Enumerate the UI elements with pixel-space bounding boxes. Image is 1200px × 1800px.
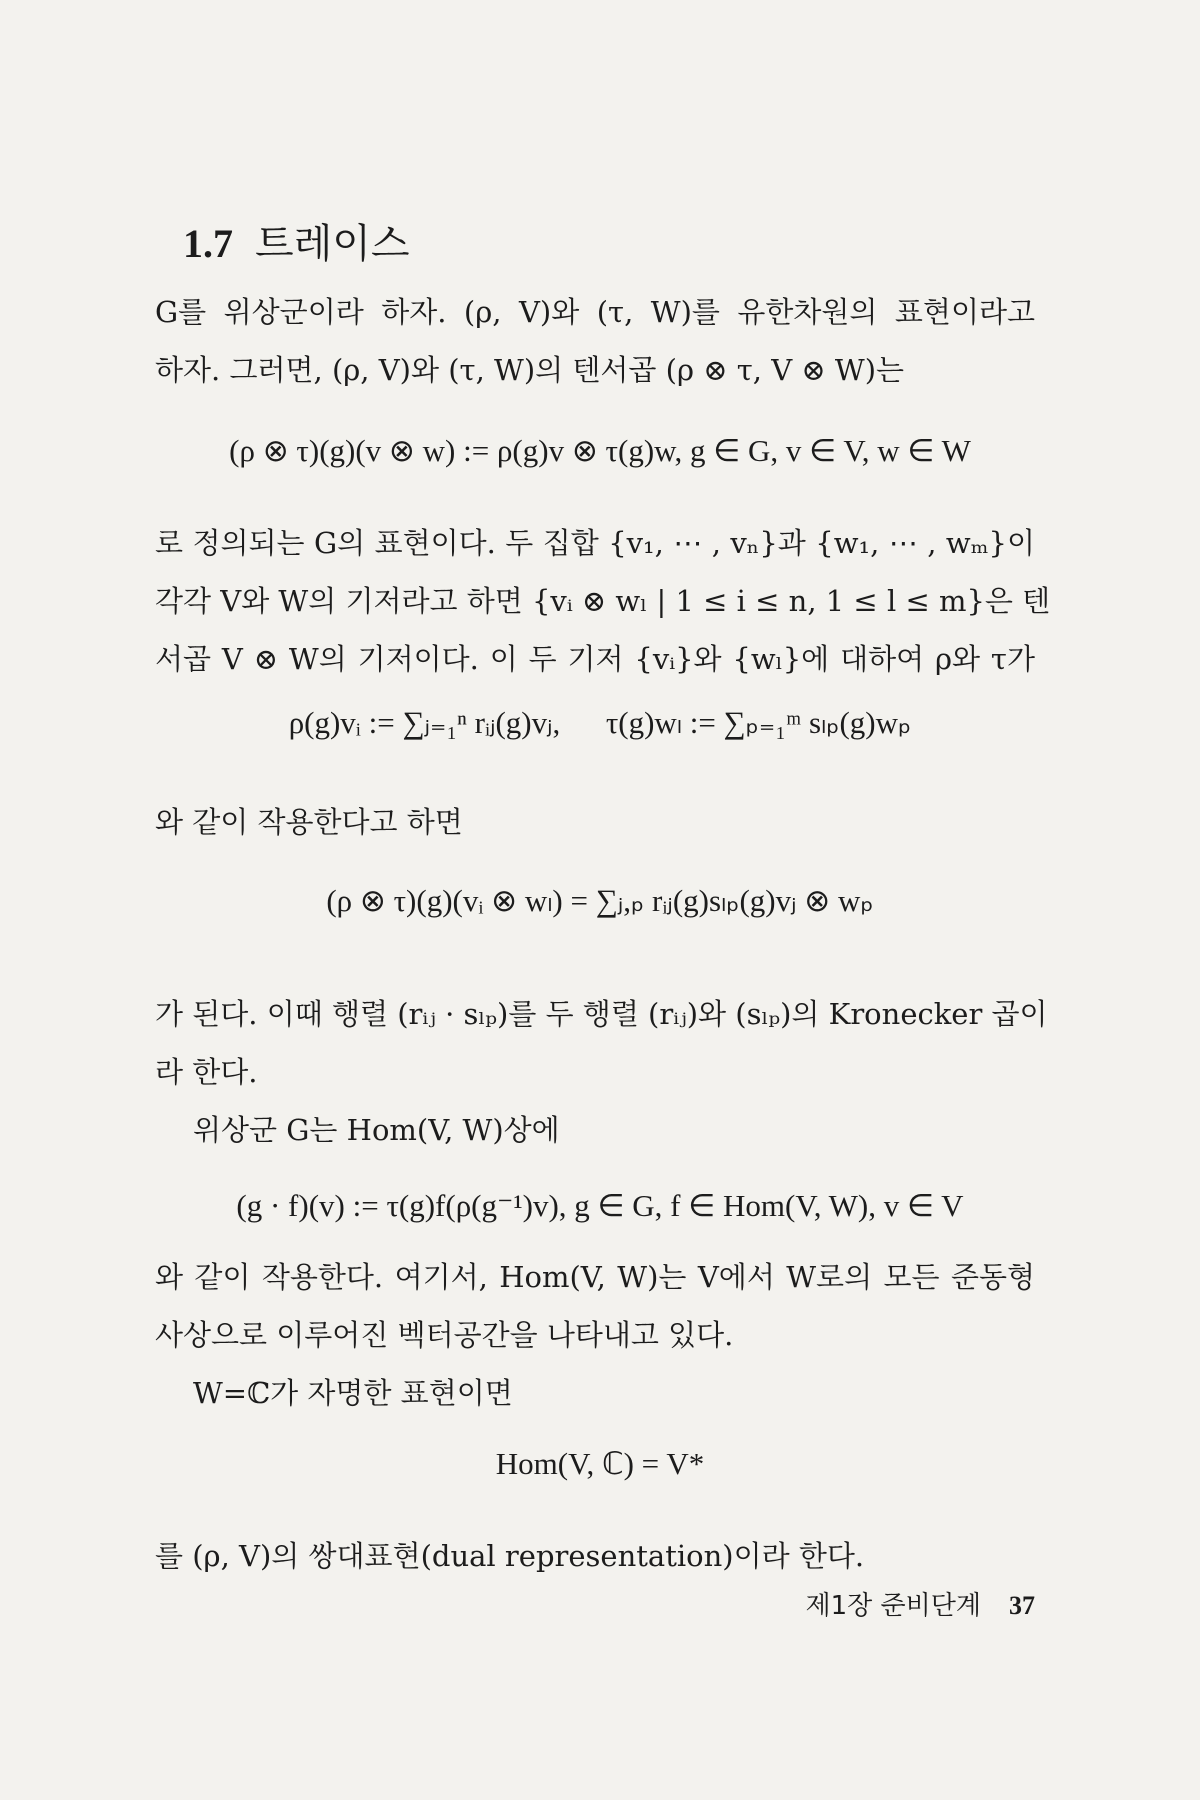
paragraph-line-1: G를 위상군이라 하자. (ρ, V)와 (τ, W)를 유한차원의 표현이라고 <box>155 295 1035 329</box>
section-title: 트레이스 <box>255 221 410 267</box>
page-footer <box>0 1585 1035 1622</box>
chapter-label: 제1장 준비단계 <box>805 1591 981 1621</box>
equation-tau-action: τ(g)wₗ := ∑ₚ₌₁ᵐ sₗₚ(g)wₚ <box>605 705 912 740</box>
equation-tensor-product: (ρ ⊗ τ)(g)(v ⊗ w) := ρ(g)v ⊗ τ(g)w, g ∈ G, v ∈ V, w ∈ W <box>229 433 971 468</box>
paragraph-line-3: 로 정의되는 G의 표현이다. 두 집합 {v₁, ⋯ , vₙ}과 {w₁, ⋯ , wₘ}이 <box>155 526 1035 560</box>
section-heading <box>183 212 410 269</box>
paragraph-line-12: W=ℂ가 자명한 표현이면 <box>193 1376 513 1410</box>
paragraph-line-11: 사상으로 이루어진 벡터공간을 나타내고 있다. <box>155 1318 734 1352</box>
paragraph-line-6: 와 같이 작용한다고 하면 <box>155 805 463 839</box>
equation-basis-action <box>0 705 1200 741</box>
equation-rho-action: ρ(g)vᵢ := ∑ⱼ₌₁ⁿ rᵢⱼ(g)vⱼ, <box>288 705 561 740</box>
paragraph-line-8: 라 한다. <box>155 1055 258 1089</box>
paragraph-line-2: 하자. 그러면, (ρ, V)와 (τ, W)의 텐서곱 (ρ ⊗ τ, V ⊗ W)는 <box>155 353 905 387</box>
equation-hom-action: (g · f)(v) := τ(g)f(ρ(g⁻¹)v), g ∈ G, f ∈ Hom(V, W), v ∈ V <box>236 1188 964 1223</box>
paragraph-line-9: 위상군 G는 Hom(V, W)상에 <box>193 1113 560 1147</box>
section-number: 1.7 <box>183 221 233 266</box>
paragraph-line-7: 가 된다. 이때 행렬 (rᵢⱼ · sₗₚ)를 두 행렬 (rᵢⱼ)와 (sₗₚ)의 Kronecker 곱이 <box>155 997 1048 1031</box>
paragraph-line-5: 서곱 V ⊗ W의 기저이다. 이 두 기저 {vᵢ}와 {wₗ}에 대하여 ρ와 τ가 <box>155 642 1035 676</box>
page-number: 37 <box>1009 1591 1035 1620</box>
paragraph-line-13: 를 (ρ, V)의 쌍대표현(dual representation)이라 한다. <box>155 1539 865 1573</box>
equation-kronecker: (ρ ⊗ τ)(g)(vᵢ ⊗ wₗ) = ∑ⱼ,ₚ rᵢⱼ(g)sₗₚ(g)vⱼ ⊗ wₚ <box>326 883 874 918</box>
equation-dual: Hom(V, ℂ) = V* <box>495 1446 705 1481</box>
paragraph-line-4: 각각 V와 W의 기저라고 하면 {vᵢ ⊗ wₗ | 1 ≤ i ≤ n, 1 ≤ l ≤ m}은 텐 <box>155 584 1051 618</box>
paragraph-line-10: 와 같이 작용한다. 여기서, Hom(V, W)는 V에서 W로의 모든 준동형 <box>155 1260 1035 1294</box>
